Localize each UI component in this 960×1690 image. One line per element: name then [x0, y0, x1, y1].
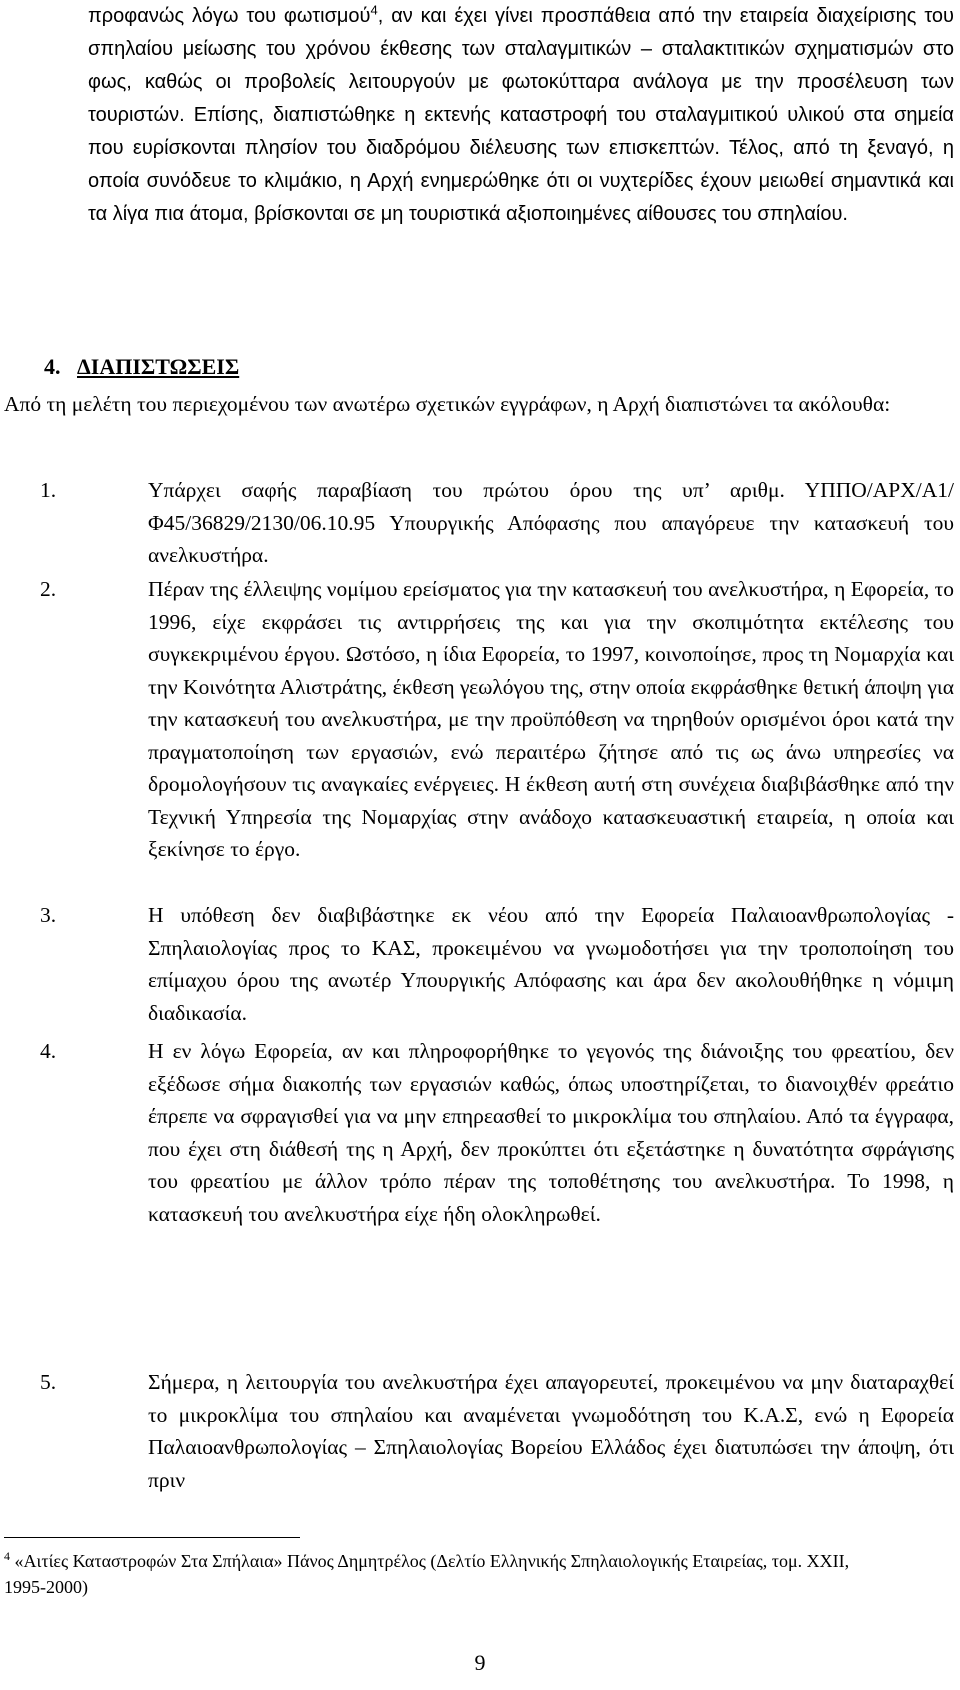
intro-text-rest: , αν και έχει γίνει προσπάθεια από την εταιρεία διαχείρισης του σπηλαίου μείωσης του χρόνου έκθεσης των σταλαγμιτικών – σταλακτιτικών σχηματισμών στο φως, καθώς οι προβολείς λειτουργούν με φωτοκύτταρα ανάλογα με την προσέλευση των τουριστών. Επίσης, διαπιστώθηκε η εκτενής καταστροφή του σταλαγμιτικού υλικού στα σημεία που ευρίσκονται πλησίον του διαδρόμου διέλευσης των επισκεπτών. Τέλος, από τη ξεναγό, η οποία συνόδευε το κλιμάκιο, η Αρχή ενημερώθηκε ότι οι νυχτερίδες έχουν μειωθεί σημαντικά και τα λίγα πια άτομα, βρίσκονται σε μη τουριστικά αξιοποιημένες αίθουσες του σπηλαίου.	[88, 5, 954, 225]
section-title: ΔΙΑΠΙΣΤΩΣΕΙΣ	[77, 354, 240, 379]
finding-text: Πέραν της έλλειψης νομίμου ερείσματος για την κατασκευή του ανελκυστήρα, η Εφορεία, το 1996, είχε εκφράσει τις αντιρρήσεις της και για την σκοπιμότητα εκτέλεσης του συγκεκριμένου έργου. Ωστόσο, η ίδια Εφορεία, το 1997, κοινοποίησε, προς τη Νομαρχία και την Κοινότητα Αλιστράτης, έκθεση γεωλόγου της, στην οποία εκφράσθηκε θετική άποψη για την κατασκευή του ανελκυστήρα, με την προϋπόθεση να τηρηθούν ορισμένοι όροι κατά την πραγματοποίηση των εργασιών, ενώ περαιτέρω ζήτησε από τις ως άνω υπηρεσίες να δρομολογήσουν τις αναγκαίες ενέργειες. Η έκθεση αυτή στη συνέχεια διαβιβάσθηκε από την Τεχνική Υπηρεσία της Νομαρχίας στην ανάδοχο κατασκευαστική εταιρεία, η οποία και ξεκίνησε το έργο.	[148, 577, 954, 861]
finding-text: Η εν λόγω Εφορεία, αν και πληροφορήθηκε το γεγονός της διάνοιξης του φρεατίου, δεν εξέδωσε σήμα διακοπής των εργασιών καθώς, όπως υποστηρίζεται, το διανοιχθέν φρεάτιο έπρεπε να σφραγισθεί για να μην επηρεασθεί το μικροκλίμα του σπηλαίου. Από τα έγγραφα, που έχει στη διάθεσή της η Αρχή, δεν προκύπτει ότι εξετάστηκε η δυνατότητα σφράγισης του φρεατίου με άλλον τρόπο πέραν της τοποθέτησης του ανελκυστήρα. Το 1998, η κατασκευή του ανελκυστήρα είχε ήδη ολοκληρωθεί.	[148, 1039, 954, 1226]
footnote-text: «Αιτίες Καταστροφών Στα Σπήλαια» Πάνος Δημητρέλος (Δελτίο Ελληνικής Σπηλαιολογικής Εταιρείας, τομ. XXII, 1995-2000)	[4, 1551, 850, 1597]
footnote-separator	[4, 1537, 300, 1538]
finding-item	[40, 573, 954, 866]
finding-number: 4.	[40, 1039, 57, 1063]
section-heading	[44, 352, 239, 382]
finding-item	[40, 1366, 954, 1496]
finding-number: 1.	[40, 478, 57, 502]
finding-number: 5.	[40, 1370, 57, 1394]
finding-number: 2.	[40, 577, 57, 601]
intro-paragraph	[88, 0, 954, 231]
finding-number: 3.	[40, 903, 57, 927]
footnote-reference: 4	[370, 2, 378, 18]
intro-text-start: προφανώς λόγω του φωτισμού	[88, 5, 371, 27]
page-number: 9	[474, 1650, 486, 1675]
footnote	[4, 1548, 874, 1600]
finding-item	[40, 474, 954, 572]
section-lead-paragraph: Από τη μελέτη του περιεχομένου των ανωτέρω σχετικών εγγράφων, η Αρχή διαπιστώνει τα ακόλουθα:	[4, 392, 891, 416]
footnote-marker: 4	[4, 1549, 10, 1563]
finding-text: Σήμερα, η λειτουργία του ανελκυστήρα έχει απαγορευτεί, προκειμένου να μην διαταραχθεί το μικροκλίμα του σπηλαίου και αναμένεται γνωμοδότηση του Κ.Α.Σ, ενώ η Εφορεία Παλαιοανθρωπολογίας – Σπηλαιολογίας Βορείου Ελλάδος έχει διατυπώσει την άποψη, ότι πριν	[148, 1370, 954, 1492]
finding-text: Η υπόθεση δεν διαβιβάστηκε εκ νέου από την Εφορεία Παλαιοανθρωπολογίας - Σπηλαιολογίας προς το ΚΑΣ, προκειμένου να γνωμοδοτήσει για την τροποποίηση του επίμαχου όρου της ανωτέρ Υπουργικής Απόφασης και άρα δεν ακολουθήθηκε η νόμιμη διαδικασία.	[148, 903, 954, 1025]
finding-item	[40, 1035, 954, 1230]
section-number: 4.	[44, 354, 61, 379]
finding-text: Υπάρχει σαφής παραβίαση του πρώτου όρου της υπ’ αριθμ. ΥΠΠΟ/ΑΡΧ/Α1/Φ45/36829/2130/06.10.95 Υπουργικής Απόφασης που απαγόρευε την κατασκευή του ανελκυστήρα.	[148, 478, 954, 567]
finding-item	[40, 899, 954, 1029]
